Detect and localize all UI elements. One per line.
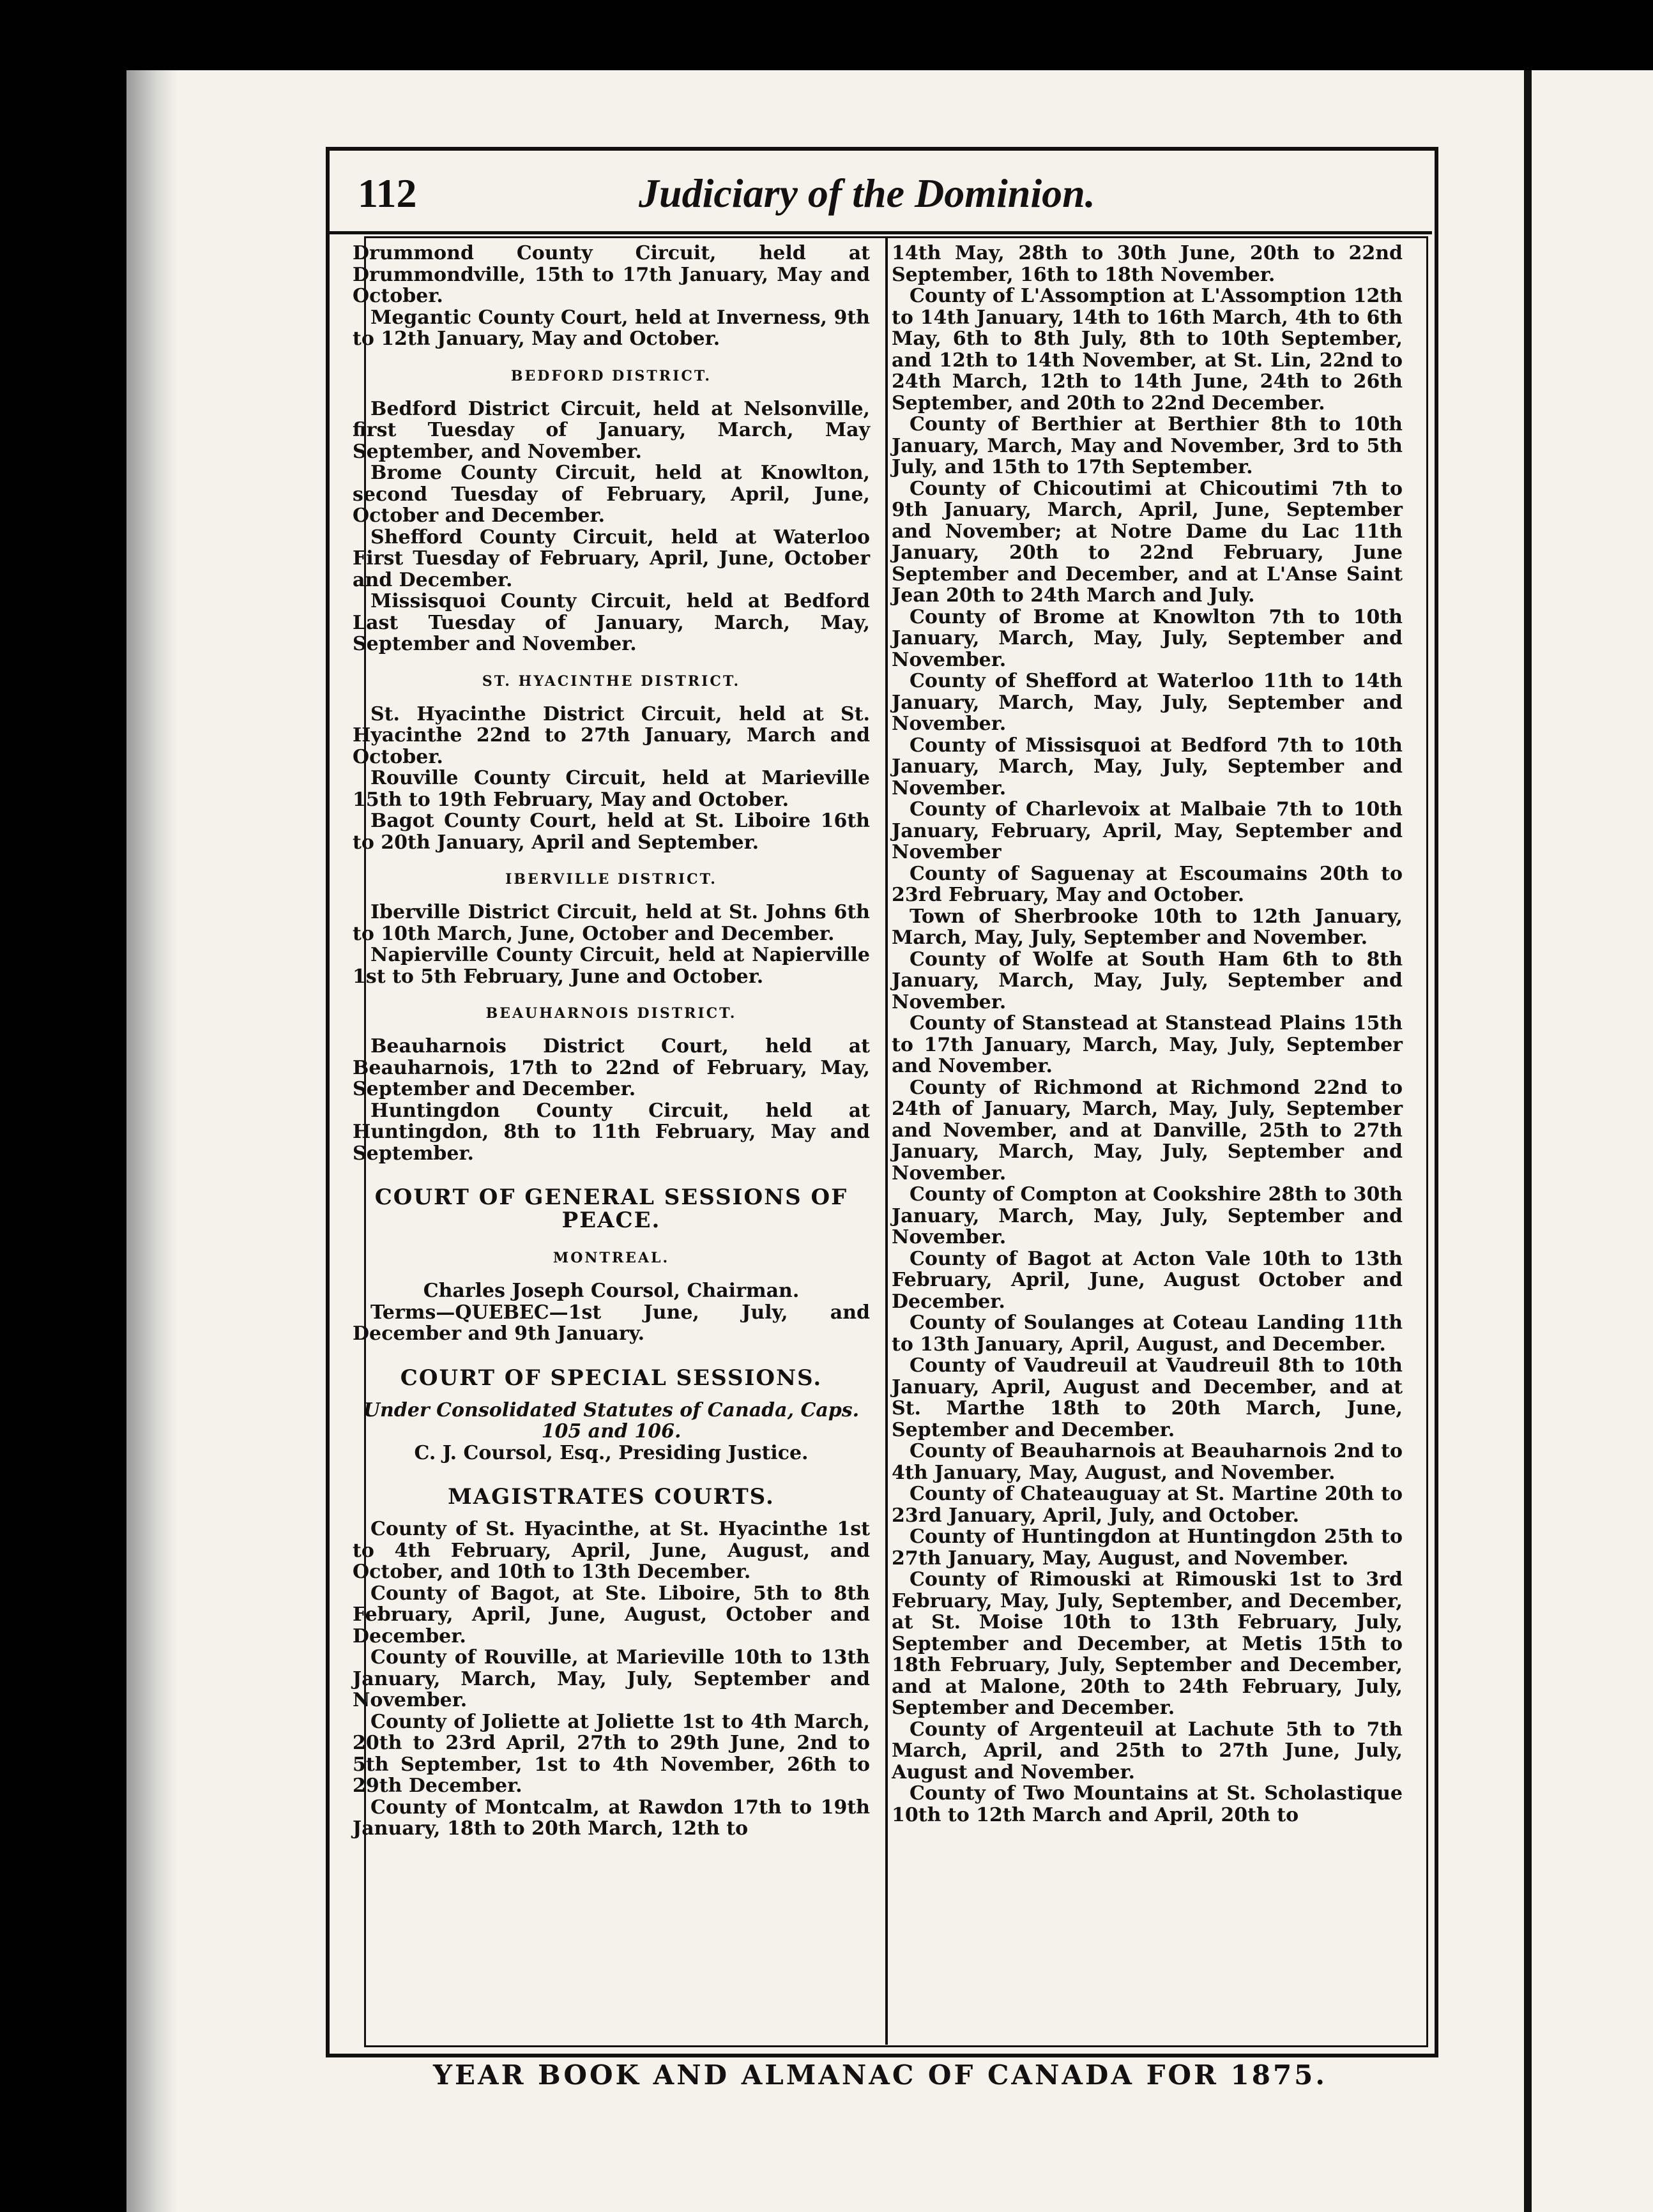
court-entry: Missisquoi County Circuit, held at Bedford Last Tuesday of January, March, May, September and November.: [353, 590, 870, 655]
right-column: [892, 243, 1403, 1826]
statutes-note: Under Consolidated Statutes of Canada, Caps. 105 and 106.: [363, 1398, 860, 1443]
facing-page-edge: [1532, 70, 1653, 2212]
page-number: 112: [358, 170, 417, 216]
left-column: [353, 243, 870, 1840]
court-entry: County of Argenteuil at Lachute 5th to 7th March, April, and 25th to 27th June, July, August and November.: [892, 1718, 1403, 1784]
court-entry: Beauharnois District Court, held at Beauharnois, 17th to 22nd of February, May, September and December.: [353, 1035, 870, 1100]
district-heading: BEDFORD DISTRICT.: [510, 367, 712, 384]
header-rule: [330, 231, 1432, 234]
court-entry: Napierville County Circuit, held at Napierville 1st to 5th February, June and October.: [353, 944, 870, 988]
montreal-heading: MONTREAL.: [552, 1250, 670, 1266]
court-entry: Drummond County Circuit, held at Drummondville, 15th to 17th January, May and October.: [353, 242, 870, 307]
running-title: Judiciary of the Dominion.: [639, 170, 1095, 216]
court-entry: County of Soulanges at Coteau Landing 11th to 13th January, April, August, and December.: [892, 1312, 1403, 1356]
court-entry: County of Brome at Knowlton 7th to 10th January, March, May, July, September and November.: [892, 605, 1403, 671]
page-header: [358, 160, 1412, 223]
court-entry: County of Chicoutimi at Chicoutimi 7th to 9th January, March, April, June, September and November; at Notre Dame du Lac 11th January, 20th to 22nd February, June September and December, and at L'Anse Saint Jean 20th to 24th March and July.: [892, 477, 1403, 607]
court-entry: Rouville County Circuit, held at Marieville 15th to 19th February, May and October.: [353, 767, 870, 811]
court-entry: County of Richmond at Richmond 22nd to 24th of January, March, May, July, September and November, and at Danville, 25th to 27th January, March, May, July, September and November.: [892, 1076, 1403, 1185]
court-entry: County of Montcalm, at Rawdon 17th to 19th January, 18th to 20th March, 12th to: [353, 1796, 870, 1840]
court-entry: County of L'Assomption at L'Assomption 12th to 14th January, 14th to 16th March, 4th to 6th May, 6th to 8th July, 8th to 10th September, and 12th to 14th November, at St. Lin, 22nd to 24th March, 12th to 14th June, 24th to 26th September, and 20th to 22nd December.: [892, 285, 1403, 414]
court-entry: County of Berthier at Berthier 8th to 10th January, March, May and November, 3rd to 5th July, and 15th to 17th September.: [892, 413, 1403, 478]
court-entry: County of Missisquoi at Bedford 7th to 10th January, March, May, July, September and November.: [892, 734, 1403, 799]
court-entry: St. Hyacinthe District Circuit, held at St. Hyacinthe 22nd to 27th January, March and October.: [353, 702, 870, 768]
court-entry: County of Bagot at Acton Vale 10th to 13th February, April, June, August October and December.: [892, 1247, 1403, 1313]
special-sessions-heading: COURT OF SPECIAL SESSIONS.: [400, 1365, 823, 1391]
court-entry: County of Chateauguay at St. Martine 20th to 23rd January, April, July, and October.: [892, 1483, 1403, 1527]
court-entry: County of St. Hyacinthe, at St. Hyacinthe 1st to 4th February, April, June, August, and October, and 10th to 13th December.: [353, 1518, 870, 1583]
district-heading: IBERVILLE DISTRICT.: [505, 871, 717, 888]
court-entry: Shefford County Circuit, held at Waterloo First Tuesday of February, April, June, October and December.: [353, 526, 870, 591]
court-entry: Bagot County Court, held at St. Liboire 16th to 20th January, April and September.: [353, 810, 870, 854]
court-entry: County of Two Mountains at St. Scholastique 10th to 12th March and April, 20th to: [892, 1782, 1403, 1826]
column-divider: [885, 236, 888, 2045]
presiding-justice: C. J. Coursol, Esq., Presiding Justice.: [414, 1441, 809, 1464]
court-entry: Bedford District Circuit, held at Nelsonville, first Tuesday of January, March, May September, and November.: [353, 397, 870, 463]
district-heading: BEAUHARNOIS DISTRICT.: [485, 1005, 737, 1022]
court-entry: 14th May, 28th to 30th June, 20th to 22nd September, 16th to 18th November.: [892, 242, 1403, 286]
court-entry: Huntingdon County Circuit, held at Huntingdon, 8th to 11th February, May and September.: [353, 1099, 870, 1165]
court-entry: Town of Sherbrooke 10th to 12th January, March, May, July, September and November.: [892, 905, 1403, 949]
terms-line: Terms—QUEBEC—1st June, July, and December and 9th January.: [353, 1301, 870, 1345]
court-entry: County of Huntingdon at Huntingdon 25th to 27th January, May, August, and November.: [892, 1526, 1403, 1570]
page-footer: YEAR BOOK AND ALMANAC OF CANADA FOR 1875.: [432, 2059, 1328, 2091]
court-entry: Iberville District Circuit, held at St. Johns 6th to 10th March, June, October and December.: [353, 901, 870, 945]
chairman-line: Charles Joseph Coursol, Chairman.: [423, 1280, 800, 1302]
court-entry: County of Stanstead at Stanstead Plains 15th to 17th January, March, May, July, September and November.: [892, 1012, 1403, 1077]
court-entry: Brome County Circuit, held at Knowlton, second Tuesday of February, April, June, October and December.: [353, 462, 870, 527]
court-entry: County of Rouville, at Marieville 10th to 13th January, March, May, July, September and November.: [353, 1646, 870, 1711]
court-entry: County of Shefford at Waterloo 11th to 14th January, March, May, July, September and November.: [892, 670, 1403, 735]
page-edge-shadow: [126, 70, 178, 2212]
court-entry: County of Bagot, at Ste. Liboire, 5th to 8th February, April, June, August, October and December.: [353, 1582, 870, 1648]
court-entry: County of Rimouski at Rimouski 1st to 3rd February, May, July, September, and December, at St. Moise 10th to 13th February, July, September and December, at Metis 15th to 18th February, July, September and December, and at Malone, 20th to 24th February, July, September and December.: [892, 1568, 1403, 1719]
magistrates-heading: MAGISTRATES COURTS.: [448, 1484, 775, 1510]
court-entry: Megantic County Court, held at Inverness, 9th to 12th January, May and October.: [353, 306, 870, 350]
court-entry: County of Joliette at Joliette 1st to 4th March, 20th to 23rd April, 27th to 29th June, 2nd to 5th September, 1st to 4th November, 26th to 29th December.: [353, 1710, 870, 1797]
court-entry: County of Wolfe at South Ham 6th to 8th January, March, May, July, September and November.: [892, 948, 1403, 1013]
court-entry: County of Vaudreuil at Vaudreuil 8th to 10th January, April, August and December, and at St. Marthe 18th to 20th March, June, September and December.: [892, 1354, 1403, 1441]
court-entry: County of Charlevoix at Malbaie 7th to 10th January, February, April, May, September and November: [892, 798, 1403, 863]
court-entry: County of Compton at Cookshire 28th to 30th January, March, May, July, September and November.: [892, 1183, 1403, 1248]
court-entry: County of Beauharnois at Beauharnois 2nd to 4th January, May, August, and November.: [892, 1440, 1403, 1484]
district-heading: ST. HYACINTHE DISTRICT.: [482, 672, 741, 690]
general-sessions-heading: COURT OF GENERAL SESSIONS OF PEACE.: [374, 1185, 848, 1233]
court-entry: County of Saguenay at Escoumains 20th to 23rd February, May and October.: [892, 862, 1403, 906]
